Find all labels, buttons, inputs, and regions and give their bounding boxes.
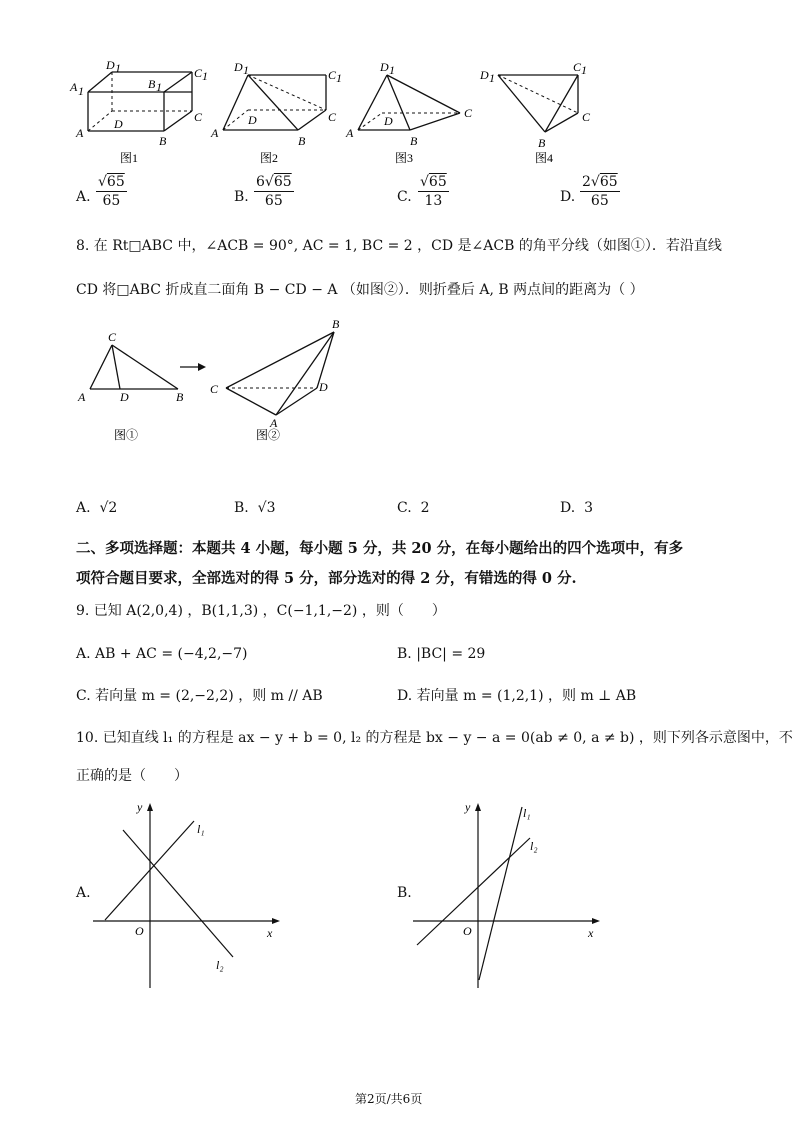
- svg-text:B: B: [148, 77, 156, 91]
- graph-a-l1-label: l₁: [197, 822, 205, 836]
- svg-text:D: D: [380, 60, 389, 74]
- graph-a-origin: O: [135, 924, 144, 938]
- svg-text:C: C: [108, 330, 117, 344]
- svg-text:C: C: [573, 60, 582, 74]
- section-2-header-line2: 项符合题目要求，全部选对的得 5 分，部分选对的得 2 分，有错选的得 0 分.: [76, 570, 577, 587]
- svg-text:D: D: [120, 390, 129, 404]
- svg-text:D: D: [480, 68, 489, 82]
- graph-a-y-label: y: [137, 800, 143, 814]
- svg-text:B: B: [538, 136, 546, 150]
- q8-figures: [70, 315, 370, 450]
- svg-text:D: D: [114, 117, 123, 131]
- q10-graph-b: [410, 795, 610, 995]
- svg-text:1: 1: [78, 84, 84, 98]
- svg-text:C: C: [210, 382, 219, 396]
- figure-4-solid: [479, 60, 591, 165]
- svg-text:C: C: [328, 68, 337, 82]
- svg-text:B: B: [176, 390, 184, 404]
- q8-figure-1: [77, 330, 184, 442]
- q8-option-b: B. √3: [234, 500, 276, 516]
- svg-text:D: D: [319, 380, 328, 394]
- q8-fig2-caption: 图②: [256, 428, 281, 442]
- svg-text:1: 1: [389, 63, 395, 77]
- q7-option-a-fraction: √65 65: [98, 174, 125, 209]
- page-footer: 第2页/共6页: [355, 1092, 423, 1106]
- svg-text:C: C: [194, 110, 203, 124]
- graph-a-x-label: x: [267, 926, 273, 940]
- graph-b-y-label: y: [465, 800, 471, 814]
- section-2-header-line1: 二、多项选择题：本题共 4 小题，每小题 5 分，共 20 分，在每小题给出的四个选项中，有多: [76, 540, 684, 557]
- svg-text:C: C: [582, 110, 591, 124]
- q7-option-c-fraction: √65 13: [420, 174, 447, 209]
- svg-text:1: 1: [202, 69, 208, 83]
- q9-option-b: B. |BC| = 29: [397, 646, 486, 662]
- svg-text:B: B: [159, 134, 167, 148]
- svg-text:D: D: [248, 113, 257, 127]
- svg-text:1: 1: [115, 61, 121, 75]
- q9-stem: 9. 已知 A(2,0,4) ，B(1,1,3) ，C(−1,1,−2) ，则（ ）: [76, 603, 446, 619]
- q8-figure-2: [210, 317, 340, 442]
- q10-stem-line1: 10. 已知直线 l₁ 的方程是 ax − y + b = 0, l₂ 的方程是 bx − y − a = 0(ab ≠ 0, a ≠ b) ，则下列各示意图中，不: [76, 730, 793, 746]
- q9-option-d: D. 若向量 m = (1,2,1) ，则 m ⊥ AB: [397, 688, 637, 704]
- q10-option-b-letter: B.: [397, 885, 412, 901]
- arrow-icon: [180, 363, 206, 371]
- svg-text:1: 1: [581, 63, 587, 77]
- q8-option-d: D. 3: [560, 500, 594, 516]
- graph-b-origin: O: [463, 924, 472, 938]
- svg-text:C: C: [328, 110, 337, 124]
- figure-2-solid: [210, 60, 342, 165]
- figure-3-solid: [345, 60, 473, 165]
- svg-text:A: A: [346, 126, 354, 140]
- q8-stem-line1: 8. 在 Rt□ABC 中，∠ACB = 90°, AC = 1, BC = 2 ，CD 是∠ACB 的角平分线（如图①）．若沿直线: [76, 238, 722, 254]
- q7-option-b-letter: B.: [234, 189, 249, 205]
- q9-option-c: C. 若向量 m = (2,−2,2) ，则 m // AB: [76, 688, 323, 704]
- graph-a-l2-label: l₂: [216, 958, 224, 972]
- q10-graph-a: [90, 795, 290, 995]
- q8-option-a: A. √2: [76, 500, 118, 516]
- svg-text:D: D: [384, 114, 393, 128]
- q8-stem-line2: CD 将□ABC 折成直二面角 B − CD − A （如图②）．则折叠后 A, B 两点间的距离为（ ）: [76, 282, 644, 298]
- q7-option-a-letter: A.: [76, 189, 91, 205]
- q7-option-d-letter: D.: [560, 189, 576, 205]
- q9-option-a: A. AB + AC = (−4,2,−7): [76, 646, 248, 662]
- graph-b-x-label: x: [588, 926, 594, 940]
- svg-text:A: A: [270, 416, 278, 430]
- solid-figures-row: [60, 55, 620, 165]
- q8-fig1-caption: 图①: [114, 428, 139, 442]
- svg-text:B: B: [332, 317, 340, 331]
- svg-text:A: A: [211, 126, 219, 140]
- q10-stem-line2: 正确的是（ ）: [76, 768, 188, 784]
- fig2-caption: 图2: [260, 151, 279, 165]
- q7-option-b-fraction: 6√65 65: [256, 174, 292, 209]
- graph-b-l1-label: l₁: [523, 806, 531, 820]
- q10-option-a-letter: A.: [76, 885, 91, 901]
- svg-text:C: C: [194, 66, 203, 80]
- svg-text:1: 1: [489, 71, 495, 85]
- svg-text:1: 1: [243, 63, 249, 77]
- svg-text:D: D: [106, 58, 115, 72]
- svg-text:D: D: [234, 60, 243, 74]
- svg-text:C: C: [464, 106, 473, 120]
- q7-option-d-fraction: 2√65 65: [582, 174, 618, 209]
- q7-option-c-letter: C.: [397, 189, 412, 205]
- svg-text:A: A: [78, 390, 86, 404]
- fig1-caption: 图1: [120, 151, 139, 165]
- fig3-caption: 图3: [395, 151, 414, 165]
- svg-text:A: A: [76, 126, 84, 140]
- q8-option-c: C. 2: [397, 500, 430, 516]
- graph-b-l2-label: l₂: [530, 839, 538, 853]
- svg-text:B: B: [410, 134, 418, 148]
- svg-text:A: A: [70, 80, 78, 94]
- svg-text:B: B: [298, 134, 306, 148]
- fig4-caption: 图4: [535, 151, 554, 165]
- svg-text:1: 1: [336, 71, 342, 85]
- figure-1-cuboid: [69, 58, 208, 165]
- svg-text:1: 1: [156, 80, 162, 94]
